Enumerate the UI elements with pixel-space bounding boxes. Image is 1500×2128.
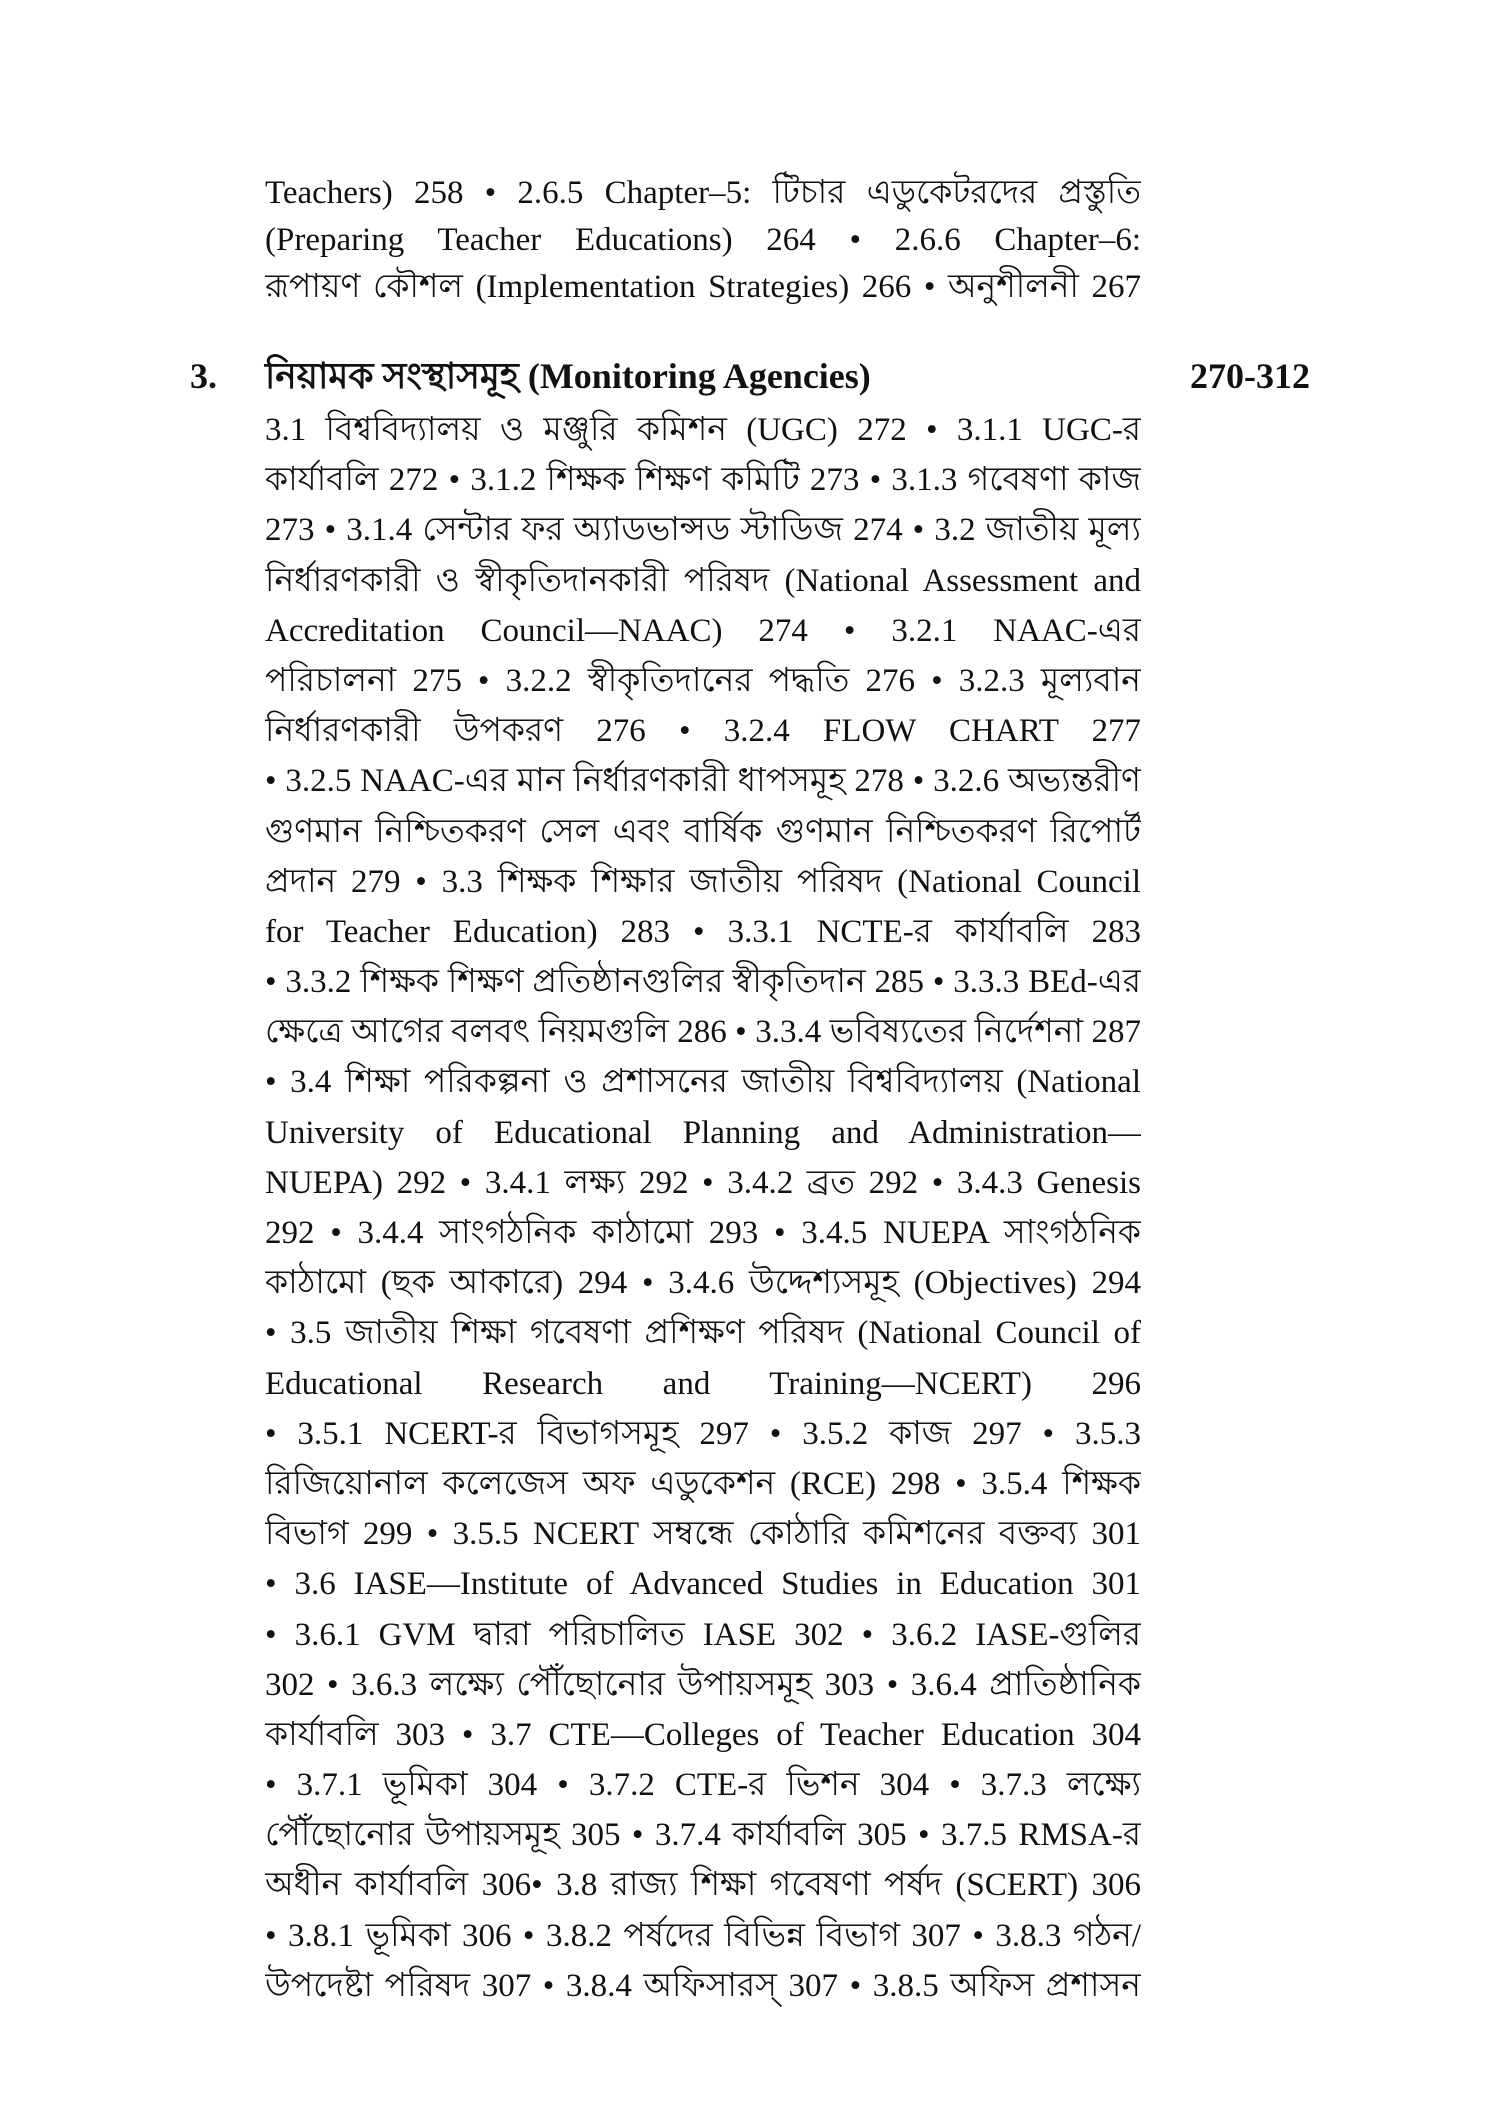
- toc-line: রূপায়ণ কৌশল (Implementation Strategies) 266 • অনুশীলনী 267: [265, 269, 1141, 305]
- toc-line: • 3.8.1 ভূমিকা 306 • 3.8.2 পর্ষদের বিভিন্ন বিভাগ 307 • 3.8.3 গঠন/: [265, 1917, 1141, 1954]
- toc-line: • 3.6.1 GVM দ্বারা পরিচালিত IASE 302 • 3.6.2 IASE-গুলির: [265, 1616, 1141, 1653]
- toc-line: উপদেষ্টা পরিষদ 307 • 3.8.4 অফিসারস্ 307 • 3.8.5 অফিস প্রশাসন: [265, 1967, 1141, 2004]
- toc-line: Teachers) 258 • 2.6.5 Chapter–5: টিচার এডুকেটরদের প্রস্তুতি: [265, 175, 1141, 211]
- toc-line: কাঠামো (ছক আকারে) 294 • 3.4.6 উদ্দেশ্যসমূহ (Objectives) 294: [265, 1265, 1141, 1302]
- toc-line: গুণমান নিশ্চিতকরণ সেল এবং বার্ষিক গুণমান নিশ্চিতকরণ রিপোর্ট: [265, 813, 1141, 850]
- toc-line: Educational Research and Training—NCERT) 296: [265, 1365, 1141, 1402]
- chapter-title: নিয়ামক সংস্থাসমূহ (Monitoring Agencies): [265, 356, 871, 396]
- toc-line: for Teacher Education) 283 • 3.3.1 NCTE-র কার্যাবলি 283: [265, 913, 1141, 950]
- toc-line: • 3.6 IASE—Institute of Advanced Studies in Education 301: [265, 1566, 1141, 1603]
- toc-line: 273 • 3.1.4 সেন্টার ফর অ্যাডভান্সড স্টাডিজ 274 • 3.2 জাতীয় মূল্য: [265, 512, 1141, 549]
- toc-line: পরিচালনা 275 • 3.2.2 স্বীকৃতিদানের পদ্ধতি 276 • 3.2.3 মূল্যবান: [265, 662, 1141, 699]
- toc-line: • 3.4 শিক্ষা পরিকল্পনা ও প্রশাসনের জাতীয় বিশ্ববিদ্যালয় (National: [265, 1064, 1141, 1101]
- previous-section-entries: [265, 170, 1141, 311]
- toc-line: 302 • 3.6.3 লক্ষ্যে পৌঁছোনোর উপায়সমূহ 303 • 3.6.4 প্রাতিষ্ঠানিক: [265, 1666, 1141, 1703]
- toc-line: কার্যাবলি 303 • 3.7 CTE—Colleges of Teacher Education 304: [265, 1716, 1141, 1753]
- toc-line: • 3.5 জাতীয় শিক্ষা গবেষণা প্রশিক্ষণ পরিষদ (National Council of: [265, 1315, 1141, 1352]
- chapter-heading: [190, 350, 1310, 402]
- toc-line: University of Educational Planning and Administration—: [265, 1114, 1141, 1151]
- toc-line: • 3.5.1 NCERT-র বিভাগসমূহ 297 • 3.5.2 কাজ 297 • 3.5.3: [265, 1415, 1141, 1452]
- toc-line: (Preparing Teacher Educations) 264 • 2.6.6 Chapter–6:: [265, 222, 1141, 258]
- toc-line: অধীন কার্যাবলি 306• 3.8 রাজ্য শিক্ষা গবেষণা পর্ষদ (SCERT) 306: [265, 1867, 1141, 1904]
- toc-line: • 3.2.5 NAAC-এর মান নির্ধারণকারী ধাপসমূহ 278 • 3.2.6 অভ্যন্তরীণ: [265, 763, 1141, 800]
- toc-line: পৌঁছোনোর উপায়সমূহ 305 • 3.7.4 কার্যাবলি 305 • 3.7.5 RMSA-র: [265, 1817, 1141, 1854]
- toc-line: বিভাগ 299 • 3.5.5 NCERT সম্বন্ধে কোঠারি কমিশনের বক্তব্য 301: [265, 1516, 1141, 1553]
- toc-line: কার্যাবলি 272 • 3.1.2 শিক্ষক শিক্ষণ কমিটি 273 • 3.1.3 গবেষণা কাজ: [265, 462, 1141, 499]
- toc-line: ক্ষেত্রে আগের বলবৎ নিয়মগুলি 286 • 3.3.4 ভবিষ্যতের নির্দেশনা 287: [265, 1014, 1141, 1051]
- toc-line: • 3.7.1 ভূমিকা 304 • 3.7.2 CTE-র ভিশন 304 • 3.7.3 লক্ষ্যে: [265, 1767, 1141, 1804]
- toc-line: NUEPA) 292 • 3.4.1 লক্ষ্য 292 • 3.4.2 ব্রত 292 • 3.4.3 Genesis: [265, 1164, 1141, 1201]
- toc-line: 292 • 3.4.4 সাংগঠনিক কাঠামো 293 • 3.4.5 NUEPA সাংগঠনিক: [265, 1215, 1141, 1251]
- chapter-page-range: 270-312: [1190, 356, 1310, 396]
- toc-line: Accreditation Council—NAAC) 274 • 3.2.1 NAAC-এর: [265, 612, 1141, 649]
- chapter-contents: [265, 405, 1141, 2011]
- chapter-number: 3.: [190, 356, 217, 396]
- toc-line: নির্ধারণকারী উপকরণ 276 • 3.2.4 FLOW CHART 277: [265, 713, 1141, 750]
- toc-line: প্রদান 279 • 3.3 শিক্ষক শিক্ষার জাতীয় পরিষদ (National Council: [265, 863, 1141, 900]
- toc-line: রিজিয়োনাল কলেজেস অফ এডুকেশন (RCE) 298 • 3.5.4 শিক্ষক: [265, 1465, 1141, 1502]
- toc-line: নির্ধারণকারী ও স্বীকৃতিদানকারী পরিষদ (National Assessment and: [265, 562, 1141, 599]
- toc-line: 3.1 বিশ্ববিদ্যালয় ও মঞ্জুরি কমিশন (UGC) 272 • 3.1.1 UGC-র: [265, 412, 1141, 448]
- toc-line: • 3.3.2 শিক্ষক শিক্ষণ প্রতিষ্ঠানগুলির স্বীকৃতিদান 285 • 3.3.3 BEd-এর: [265, 964, 1141, 1001]
